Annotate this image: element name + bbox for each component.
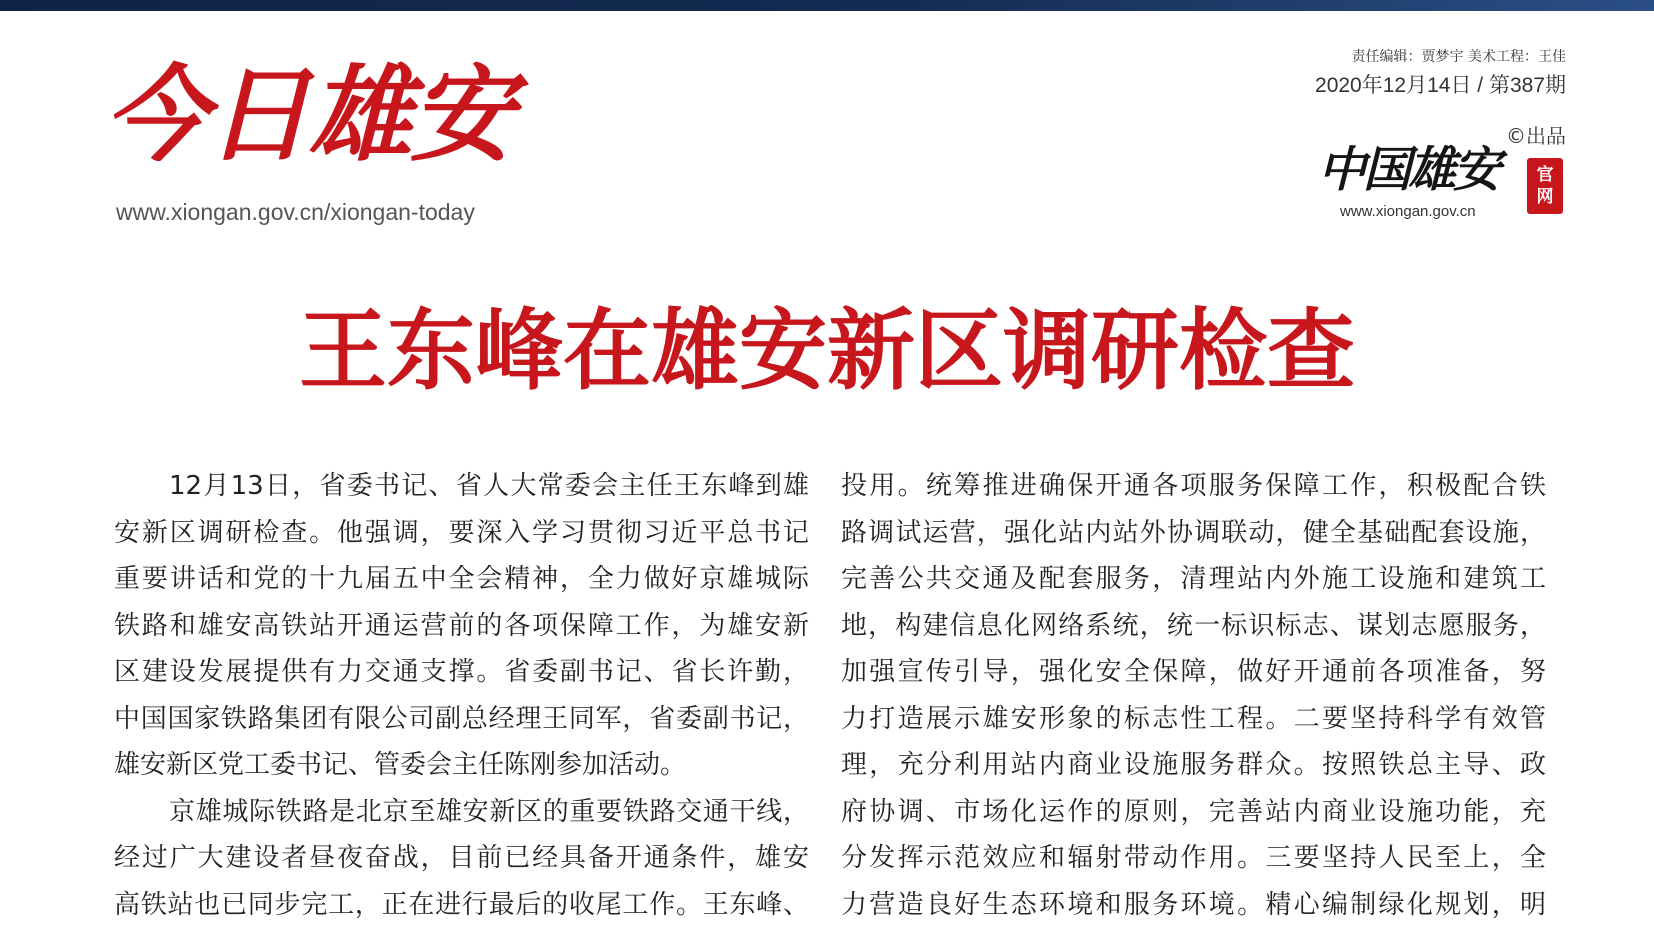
seal-char-bottom: 网 <box>1536 187 1554 207</box>
text-line: 安新区调研检查。他强调，要深入学习贯彻习近平总书记 <box>114 517 809 548</box>
text-line: 理，充分利用站内商业设施服务群众。按照铁总主导、政 <box>841 750 1546 780</box>
publisher-url: www.xiongan.gov.cn <box>1340 203 1476 220</box>
top-bar <box>0 0 1654 11</box>
publisher-logo: 中国雄安 <box>1318 142 1499 198</box>
issue-date: 2020年12月14日 / 第387期 <box>1315 74 1566 97</box>
text-line: 府协调、市场化运作的原则，完善站内商业设施功能，充 <box>841 796 1546 827</box>
text-line: 路调试运营，强化站内站外协调联动，健全基础配套设施， <box>841 517 1546 548</box>
text-line: 力营造良好生态环境和服务环境。精心编制绿化规划，明 <box>841 889 1546 920</box>
article-headline: 王东峰在雄安新区调研检查 <box>298 298 1355 402</box>
editor-credits: 责任编辑：贾梦宇 美术工程：王佳 <box>1351 49 1566 65</box>
masthead-url: www.xiongan.gov.cn/xiongan-today <box>116 199 475 225</box>
text-line: 加强宣传引导，强化安全保障，做好开通前各项准备，努 <box>841 657 1546 687</box>
text-line: 力打造展示雄安形象的标志性工程。二要坚持科学有效管 <box>841 703 1546 734</box>
text-line: 京雄城际铁路是北京至雄安新区的重要铁路交通干线， <box>169 796 809 827</box>
text-line: 铁路和雄安高铁站开通运营前的各项保障工作，为雄安新 <box>114 610 809 641</box>
text-line: 区建设发展提供有力交通支撑。省委副书记、省长许勤， <box>114 657 809 687</box>
seal-char-top: 官 <box>1536 165 1554 185</box>
text-line: 中国国家铁路集团有限公司副总经理王同军，省委副书记， <box>114 703 809 734</box>
text-line: 投用。统筹推进确保开通各项服务保障工作，积极配合铁 <box>841 471 1546 501</box>
text-line: 经过广大建设者昼夜奋战，目前已经具备开通条件，雄安 <box>114 843 809 873</box>
text-line: 高铁站也已同步完工，正在进行最后的收尾工作。王东峰、 <box>114 889 809 920</box>
produced-by: ©出品 <box>1506 124 1566 148</box>
official-seal-icon <box>1527 158 1563 214</box>
text-line: 雄安新区党工委书记、管委会主任陈刚参加活动。 <box>114 750 687 780</box>
text-line: 分发挥示范效应和辐射带动作用。三要坚持人民至上，全 <box>841 843 1546 873</box>
text-line: 地，构建信息化网络系统，统一标识标志、谋划志愿服务， <box>841 610 1546 641</box>
masthead-logo: 今日雄安 <box>104 53 513 176</box>
right-column <box>841 463 1546 928</box>
text-line: 重要讲话和党的十九届五中全会精神，全力做好京雄城际 <box>114 564 809 594</box>
text-line: 完善公共交通及配套服务，清理站内外施工设施和建筑工 <box>841 564 1546 594</box>
text-line: 12月13日，省委书记、省人大常委会主任王东峰到雄 <box>169 471 809 501</box>
left-column <box>114 463 809 928</box>
